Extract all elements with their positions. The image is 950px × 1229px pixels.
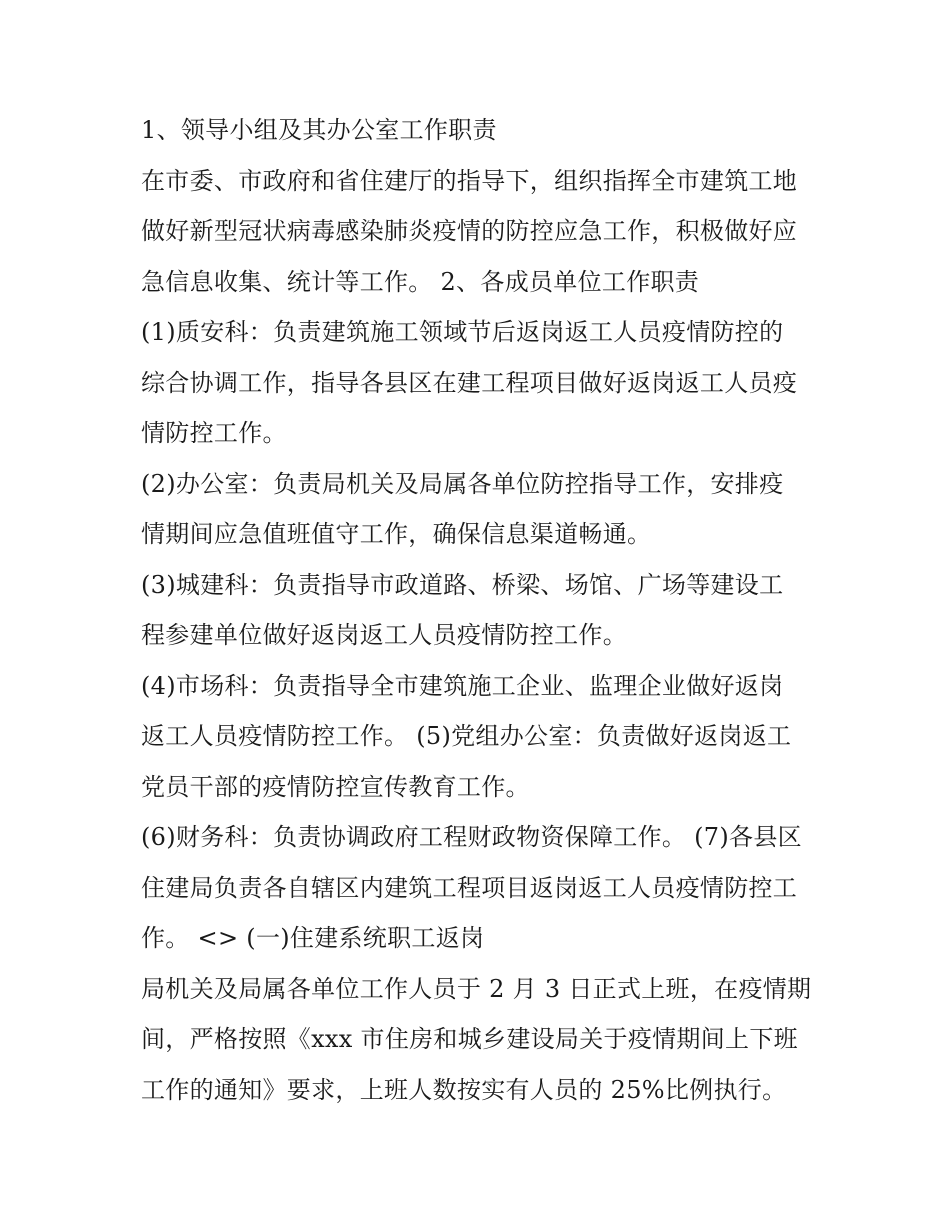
paragraph-line: 情防控工作。 [141, 419, 287, 447]
paragraph-line: 在市委、市政府和省住建厅的指导下，组织指挥全市建筑工地 [141, 167, 798, 195]
paragraph-line: 程参建单位做好返岗返工人员疫情防控工作。 [141, 621, 627, 649]
paragraph-line: 急信息收集、统计等工作。 2、各成员单位工作职责 [141, 268, 700, 296]
paragraph-line: 作。 <> (一)住建系统职工返岗 [141, 924, 485, 952]
paragraph-line: 住建局负责各自辖区内建筑工程项目返岗返工人员疫情防控工 [141, 874, 798, 902]
paragraph-line: (1)质安科：负责建筑施工领域节后返岗返工人员疫情防控的 [141, 318, 784, 346]
paragraph-line: 综合协调工作，指导各县区在建工程项目做好返岗返工人员疫 [141, 369, 798, 397]
paragraph-line: (2)办公室：负责局机关及局属各单位防控指导工作，安排疫 [141, 470, 784, 498]
section-heading: 1、领导小组及其办公室工作职责 [141, 116, 497, 144]
paragraph-line: 党员干部的疫情防控宣传教育工作。 [141, 773, 530, 801]
paragraph-line: (6)财务科：负责协调政府工程财政物资保障工作。 (7)各县区 [141, 823, 802, 851]
paragraph-line: 间，严格按照《xxx 市住房和城乡建设局关于疫情期间上下班 [141, 1025, 798, 1053]
paragraph-line: (4)市场科：负责指导全市建筑施工企业、监理企业做好返岗 [141, 672, 784, 700]
paragraph-line: 做好新型冠状病毒感染肺炎疫情的防控应急工作，积极做好应 [141, 217, 798, 245]
paragraph-line: 返工人员疫情防控工作。 (5)党组办公室：负责做好返岗返工 [141, 722, 792, 750]
paragraph-line: 局机关及局属各单位工作人员于 2 月 3 日正式上班，在疫情期 [141, 975, 812, 1003]
paragraph-line: (3)城建科：负责指导市政道路、桥梁、场馆、广场等建设工 [141, 571, 784, 599]
paragraph-line: 情期间应急值班值守工作，确保信息渠道畅通。 [141, 520, 652, 548]
paragraph-line: 工作的通知》要求，上班人数按实有人员的 25%比例执行。 [141, 1076, 787, 1104]
